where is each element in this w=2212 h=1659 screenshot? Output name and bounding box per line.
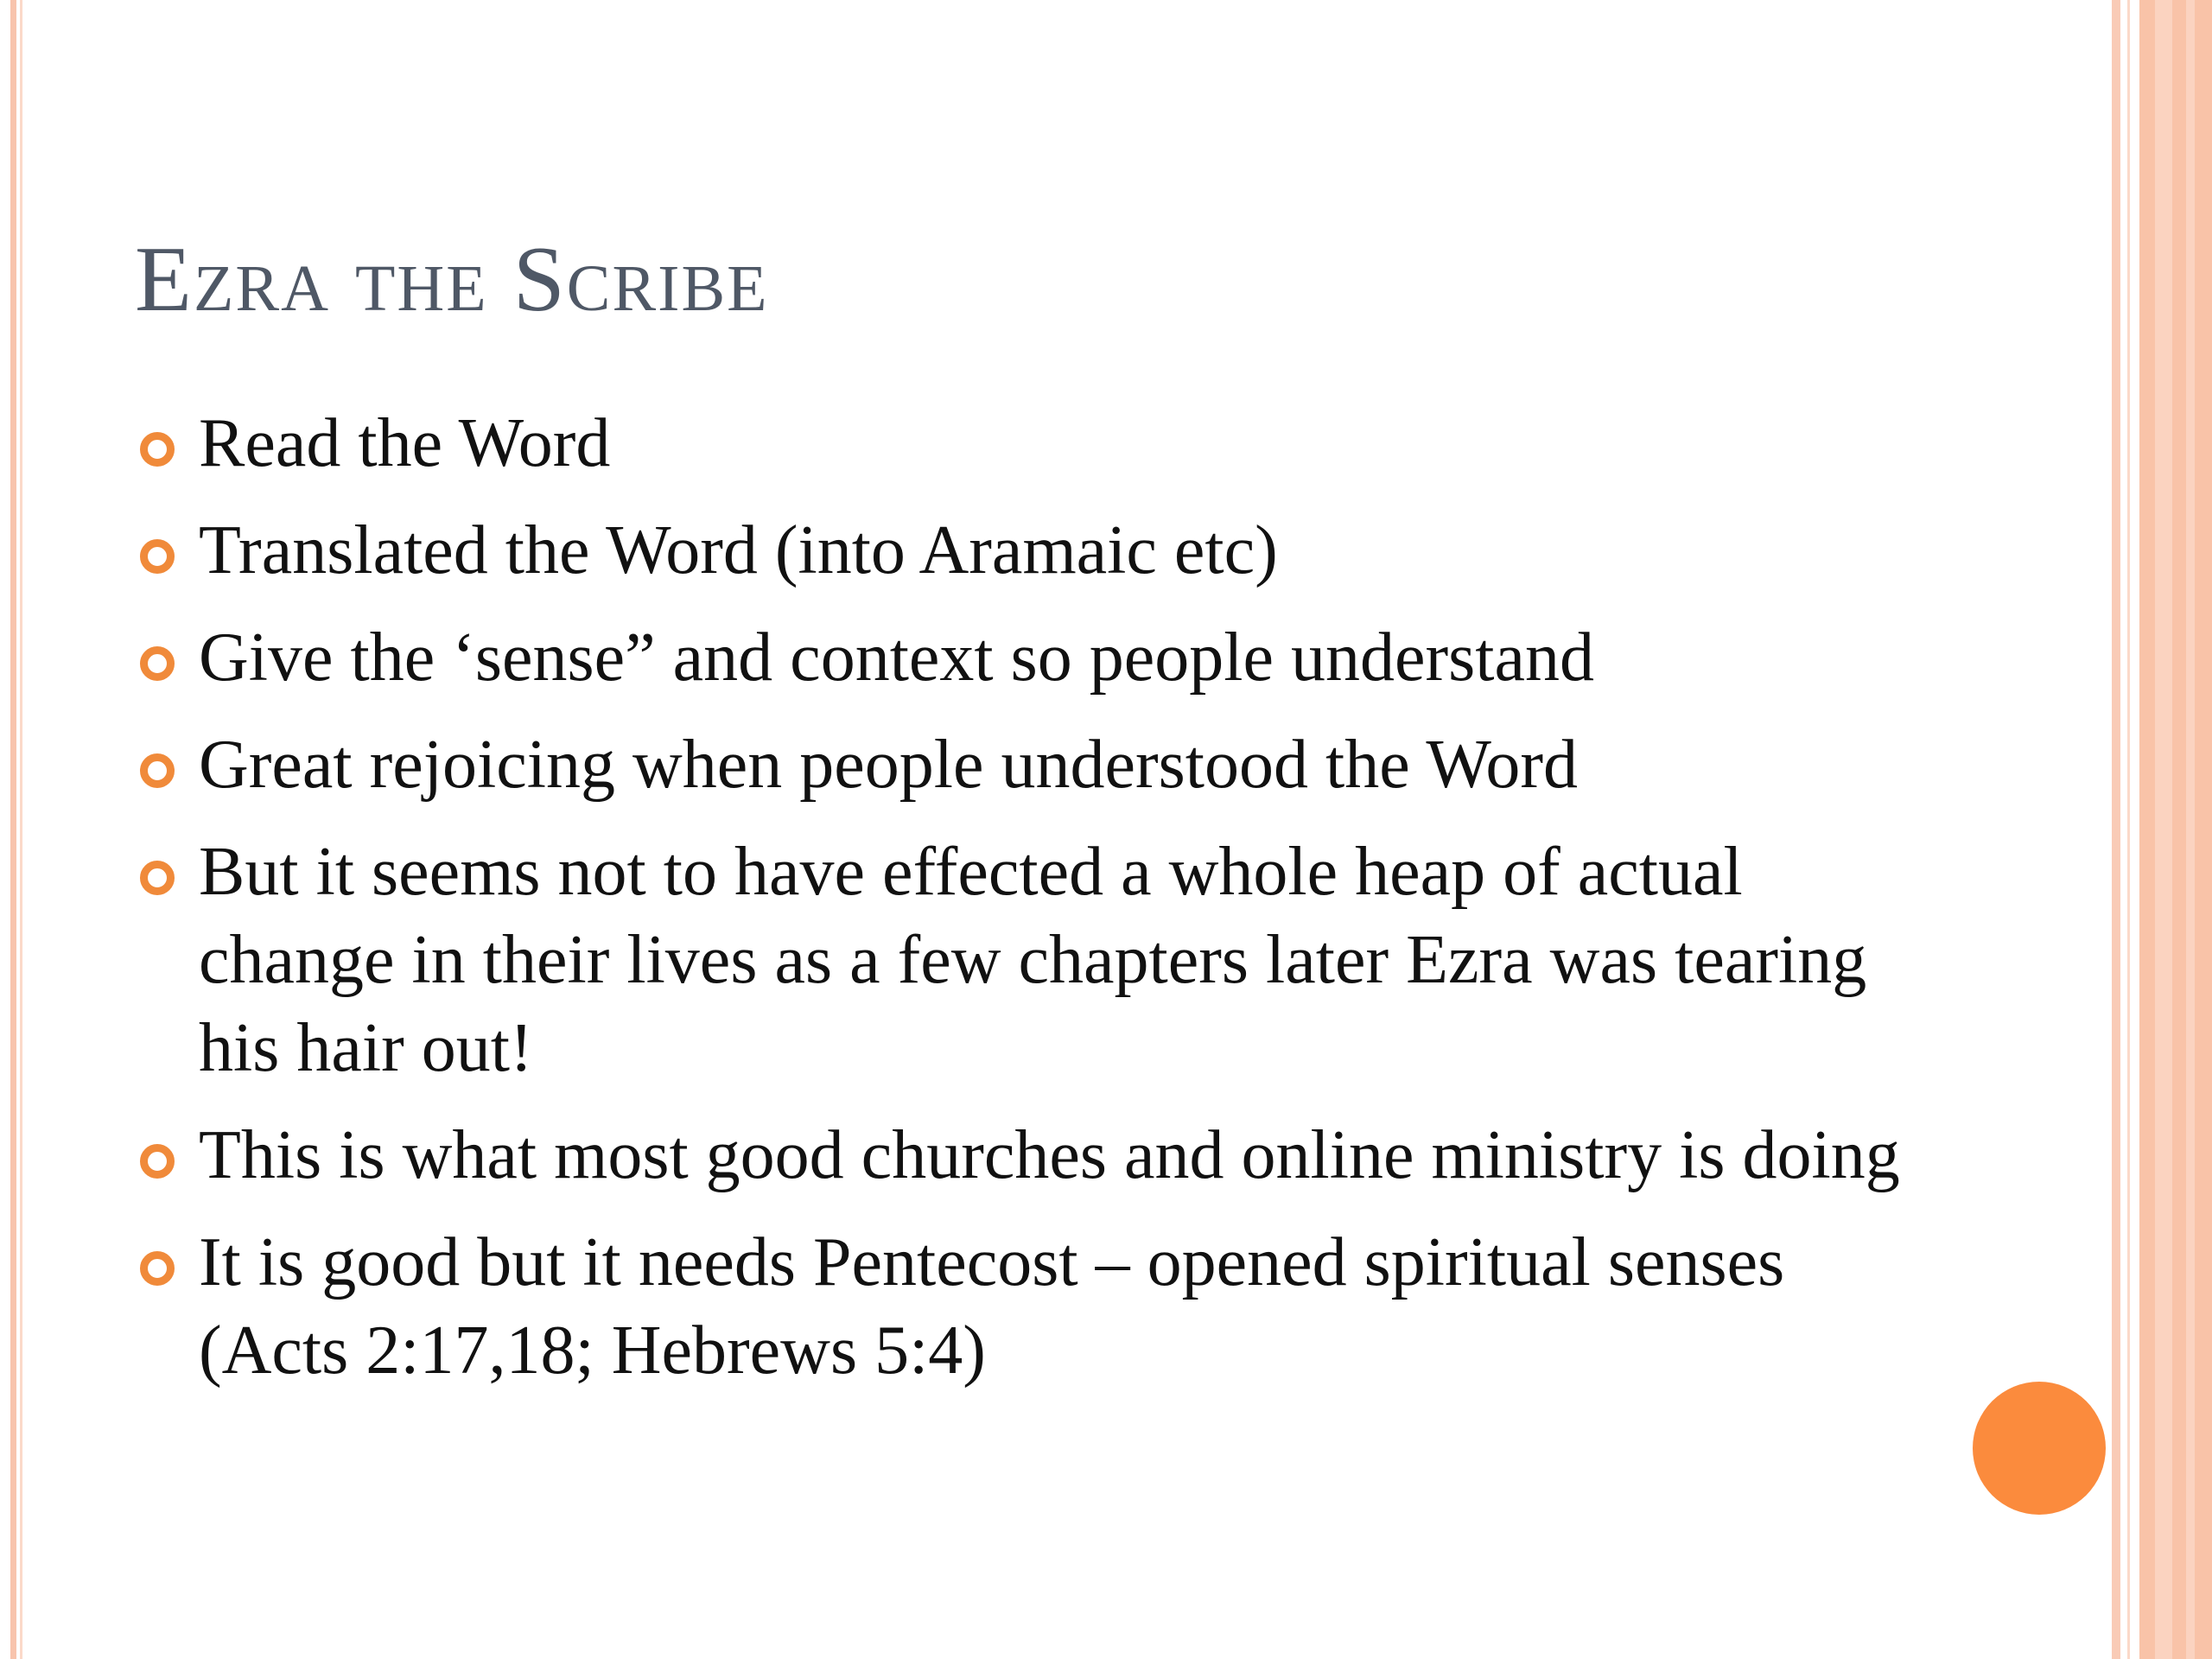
bullet-item: [135, 828, 1949, 1092]
frame-band-stripe: [2155, 0, 2172, 1659]
bullet-text: Translated the Word (into Aramaic etc): [199, 512, 1278, 588]
frame-line-left-inner: [20, 0, 22, 1659]
bullet-item: [135, 399, 1949, 487]
bullet-text: Give the ‘sense” and context so people understand: [199, 620, 1595, 696]
frame-band-stripe-outer: [2186, 0, 2195, 1659]
circle-outline-icon: [140, 1251, 175, 1286]
slide-title: Ezra the Scribe: [135, 228, 769, 331]
bullet-text: Read the Word: [199, 405, 611, 481]
circle-outline-icon: [140, 861, 175, 895]
bullet-text: This is what most good churches and online ministry is doing: [199, 1117, 1900, 1193]
bullet-item: [135, 1111, 1949, 1199]
circle-outline-icon: [140, 539, 175, 574]
circle-outline-icon: [140, 753, 175, 788]
orange-circle-decoration: [1973, 1382, 2106, 1515]
circle-outline-icon: [140, 646, 175, 681]
bullet-list: [135, 399, 1949, 1414]
bullet-text: Great rejoicing when people understood the Word: [199, 727, 1579, 803]
frame-line-left: [10, 0, 16, 1659]
bullet-item: [135, 1218, 1949, 1395]
bullet-item: [135, 506, 1949, 594]
circle-outline-icon: [140, 1144, 175, 1179]
bullet-item: [135, 721, 1949, 809]
bullet-item: [135, 613, 1949, 702]
frame-line-right: [2112, 0, 2120, 1659]
bullet-text: But it seems not to have effected a whole heap of actual change in their lives as a few chapters later Ezra was tearing his hair out!: [199, 834, 1867, 1086]
circle-outline-icon: [140, 432, 175, 467]
frame-line-right-inner: [2127, 0, 2130, 1659]
bullet-text: It is good but it needs Pentecost – opened spiritual senses (Acts 2:17,18; Hebrews 5:4): [199, 1224, 1785, 1389]
frame-band-right: [2139, 0, 2212, 1659]
